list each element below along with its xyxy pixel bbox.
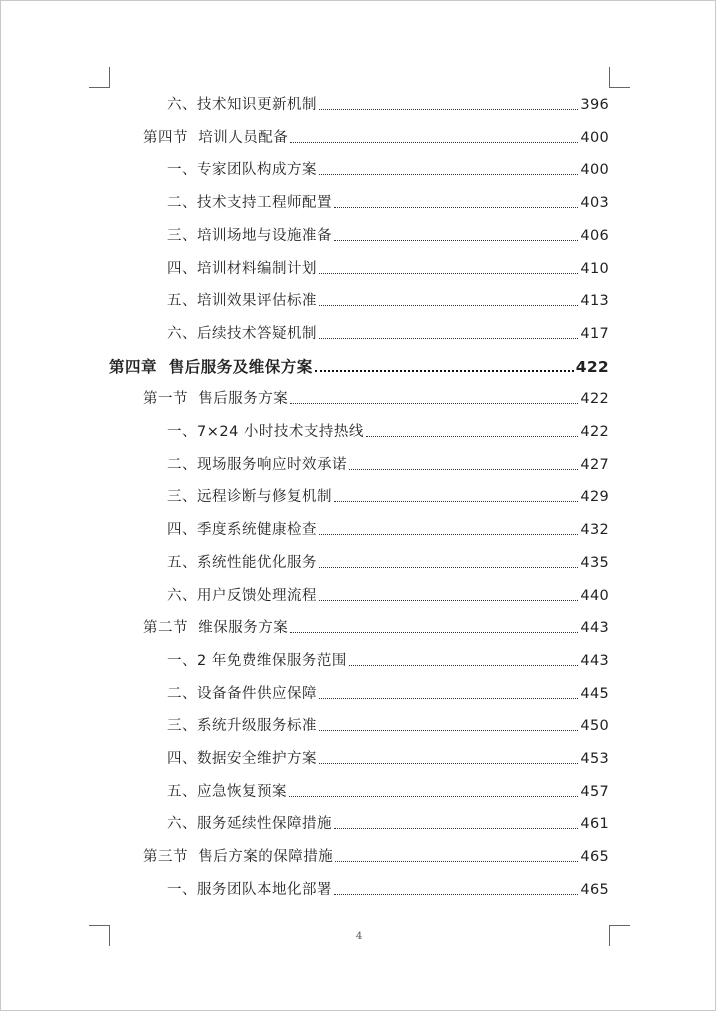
toc-leader-dots: [334, 240, 578, 241]
toc-entry-page: 443: [580, 652, 609, 669]
toc-entry-page: 400: [580, 162, 609, 179]
toc-entry-page: 453: [580, 751, 609, 767]
toc-entry[interactable]: [167, 180, 609, 212]
crop-mark-top-right: [609, 67, 630, 88]
toc-entry-title: 第三节 售后方案的保障措施: [143, 849, 334, 866]
toc-entry[interactable]: [167, 507, 609, 539]
toc-entry-page: 406: [580, 227, 609, 244]
toc-entry-page: 440: [580, 587, 609, 604]
toc-leader-dots: [319, 730, 578, 731]
toc-entry-title: 三、系统升级服务标准: [167, 718, 317, 735]
toc-leader-dots: [334, 501, 578, 502]
toc-entry-page: 422: [580, 391, 609, 408]
toc-entry-title: 四、培训材料编制计划: [167, 260, 317, 277]
toc-entry[interactable]: [109, 344, 609, 376]
toc-entry-page: 445: [580, 685, 609, 702]
toc-entry-page: 417: [580, 325, 609, 342]
toc-leader-dots: [319, 273, 578, 274]
toc-entry[interactable]: [167, 278, 609, 310]
toc-entry[interactable]: [167, 671, 609, 703]
toc-leader-dots: [319, 174, 578, 175]
toc-entry-title: 五、系统性能优化服务: [167, 554, 317, 571]
toc-leader-dots: [315, 370, 574, 372]
toc-entry[interactable]: [167, 769, 609, 801]
toc-entry-title: 一、服务团队本地化部署: [167, 881, 332, 898]
toc-entry-title: 五、应急恢复预案: [167, 783, 287, 800]
toc-entry-page: 429: [580, 489, 609, 506]
page-number: 4: [355, 931, 363, 942]
toc-entry-page: 400: [580, 129, 609, 146]
toc-entry[interactable]: [143, 834, 609, 866]
crop-mark-top-left: [89, 67, 110, 88]
toc-leader-dots: [319, 305, 578, 306]
toc-entry-page: 427: [580, 456, 609, 473]
toc-entry-page: 461: [580, 816, 609, 833]
toc-entry[interactable]: [167, 573, 609, 605]
toc-entry-title: 一、7×24 小时技术支持热线: [167, 424, 364, 440]
toc-entry-title: 四、季度系统健康检查: [167, 522, 317, 539]
toc-leader-dots: [334, 828, 578, 829]
toc-entry-title: 六、服务延续性保障措施: [167, 816, 332, 833]
toc-entry-title: 一、2 年免费维保服务范围: [167, 652, 347, 669]
toc-entry[interactable]: [167, 867, 609, 899]
toc-entry-title: 第二节 维保服务方案: [143, 620, 289, 637]
toc-entry-page: 413: [580, 293, 609, 310]
toc-entry-page: 403: [580, 195, 609, 212]
toc-entry[interactable]: [167, 409, 609, 441]
toc-leader-dots: [335, 861, 578, 862]
toc-entry-title: 三、培训场地与设施准备: [167, 227, 332, 244]
toc-leader-dots: [334, 894, 578, 895]
toc-entry[interactable]: [167, 442, 609, 474]
toc-leader-dots: [349, 469, 578, 470]
toc-leader-dots: [290, 142, 578, 143]
toc-entry[interactable]: [167, 736, 609, 768]
toc-entry-title: 六、技术知识更新机制: [167, 97, 317, 113]
toc-entry-title: 六、后续技术答疑机制: [167, 325, 317, 342]
toc-entry-page: 396: [580, 97, 609, 113]
toc-leader-dots: [319, 109, 578, 110]
toc-leader-dots: [319, 698, 578, 699]
toc-entry[interactable]: [143, 605, 609, 637]
toc-entry-title: 一、专家团队构成方案: [167, 162, 317, 179]
toc-leader-dots: [334, 207, 578, 208]
toc-entry-page: 432: [580, 522, 609, 539]
toc-entry[interactable]: [167, 801, 609, 833]
toc-entry-title: 六、用户反馈处理流程: [167, 587, 317, 604]
toc-entry-title: 第四章 售后服务及维保方案: [109, 357, 313, 376]
toc-entry-title: 二、技术支持工程师配置: [167, 195, 332, 212]
toc-entry[interactable]: [167, 213, 609, 245]
toc-leader-dots: [290, 403, 578, 404]
toc-leader-dots: [319, 567, 578, 568]
toc-entry-title: 四、数据安全维护方案: [167, 751, 317, 767]
toc-leader-dots: [366, 436, 578, 437]
toc-leader-dots: [319, 338, 578, 339]
toc-entry-page: 422: [575, 357, 609, 376]
toc-entry-title: 第四节 培训人员配备: [143, 129, 289, 146]
toc-entry-page: 443: [580, 620, 609, 637]
toc-entry-page: 465: [580, 881, 609, 898]
toc-entry[interactable]: [167, 82, 609, 114]
toc-leader-dots: [319, 534, 578, 535]
toc-leader-dots: [289, 796, 578, 797]
toc-leader-dots: [319, 600, 578, 601]
toc-entry[interactable]: [167, 147, 609, 179]
toc-entry[interactable]: [167, 311, 609, 343]
toc-entry[interactable]: [167, 246, 609, 278]
toc-entry-page: 450: [580, 718, 609, 735]
toc-entry[interactable]: [167, 540, 609, 572]
toc-leader-dots: [319, 763, 578, 764]
toc-entry-page: 410: [580, 260, 609, 277]
toc-entry-title: 三、远程诊断与修复机制: [167, 489, 332, 506]
toc-entry-page: 465: [580, 849, 609, 866]
toc-entry[interactable]: [143, 115, 609, 147]
toc-entry[interactable]: [167, 703, 609, 735]
toc-leader-dots: [290, 632, 578, 633]
toc-entry[interactable]: [167, 474, 609, 506]
toc-entry-page: 422: [580, 424, 609, 440]
toc-entry-title: 第一节 售后服务方案: [143, 391, 289, 408]
toc-entry-title: 五、培训效果评估标准: [167, 293, 317, 310]
toc-entry[interactable]: [143, 376, 609, 408]
toc-entry[interactable]: [167, 638, 609, 670]
toc-entry-title: 二、设备备件供应保障: [167, 685, 317, 702]
toc-entry-page: 435: [580, 554, 609, 571]
toc-entry-page: 457: [580, 783, 609, 800]
toc-entry-title: 二、现场服务响应时效承诺: [167, 456, 347, 473]
toc-leader-dots: [349, 665, 579, 666]
